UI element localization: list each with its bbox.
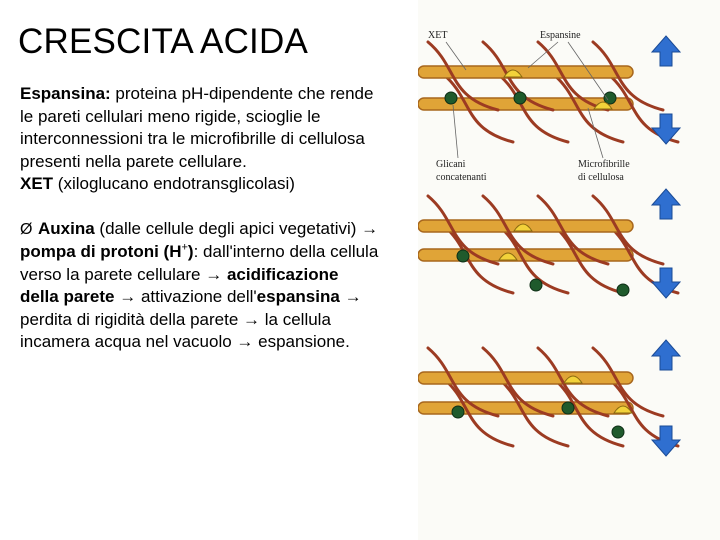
rigidita-text: perdita di rigidità della parete <box>20 309 244 329</box>
xet-enzyme-icon <box>445 92 457 104</box>
label-glicani-1: Glicani <box>436 159 466 170</box>
arrow-up-icon <box>652 189 680 219</box>
xet-term: XET <box>20 174 54 193</box>
espansina-term-2: espansina <box>256 287 340 306</box>
arrow-icon: → <box>205 264 223 284</box>
label-microfibrille-2: di cellulosa <box>578 172 624 183</box>
arrow-up-icon <box>652 36 680 66</box>
arrow-down-icon <box>652 426 680 456</box>
arrow-icon: → <box>243 309 261 329</box>
pompa-protoni-close: ) <box>187 242 194 261</box>
auxina-bullet <box>20 218 380 354</box>
label-xet: XET <box>428 30 448 41</box>
cell-wall-figure <box>418 0 720 540</box>
proton-direction: : dall'interno della cellula verso la parete cellulare <box>20 242 379 284</box>
slide-title: CRESCITA ACIDA <box>18 22 308 61</box>
xet-enzyme-icon <box>457 250 469 262</box>
glicani-leader-line <box>453 105 458 158</box>
espansina-definition <box>20 83 380 196</box>
xet-enzyme-icon <box>514 92 526 104</box>
proton-charge: + <box>181 241 188 254</box>
acidificazione-term: acidificazione della parete <box>20 264 339 306</box>
cell-wall-diagram <box>418 0 720 540</box>
xet-enzyme-icon <box>612 426 624 438</box>
attivazione-text: attivazione dell' <box>136 287 257 306</box>
arrow-down-icon <box>652 114 680 144</box>
espansina-term: Espansina: <box>20 84 111 103</box>
arrow-icon: → <box>344 287 362 306</box>
auxina-source: (dalle cellule degli apici vegetativi) <box>94 218 362 238</box>
arrow-icon: → <box>119 287 137 306</box>
espansione-text: espansione. <box>253 332 350 351</box>
espansina-description: proteina pH-dipendente che rende le pareti cellulari meno rigide, scioglie le interconnessioni tra le microfibrille di cellulosa presenti nella parete cellulare. <box>20 84 374 171</box>
xet-enzyme-icon <box>617 284 629 296</box>
pompa-protoni-term: pompa di protoni (H <box>20 242 182 261</box>
bullet-arrow-icon: Ø <box>20 220 33 238</box>
arrow-icon: → <box>361 218 379 238</box>
arrow-up-icon <box>652 340 680 370</box>
label-espansine: Espansine <box>540 30 581 41</box>
body-text <box>20 83 380 354</box>
vacuolo-text: la cellula incamera acqua nel vacuolo <box>20 309 331 351</box>
xet-enzyme-icon <box>530 279 542 291</box>
xet-enzyme-icon <box>452 406 464 418</box>
label-glicani-2: concatenanti <box>436 172 487 183</box>
arrow-icon: → <box>236 332 254 351</box>
xet-description: (xiloglucano endotransglicolasi) <box>53 174 295 193</box>
xet-enzyme-icon <box>562 402 574 414</box>
label-microfibrille-1: Microfibrille <box>578 159 630 170</box>
auxina-term: Auxina <box>38 218 95 238</box>
